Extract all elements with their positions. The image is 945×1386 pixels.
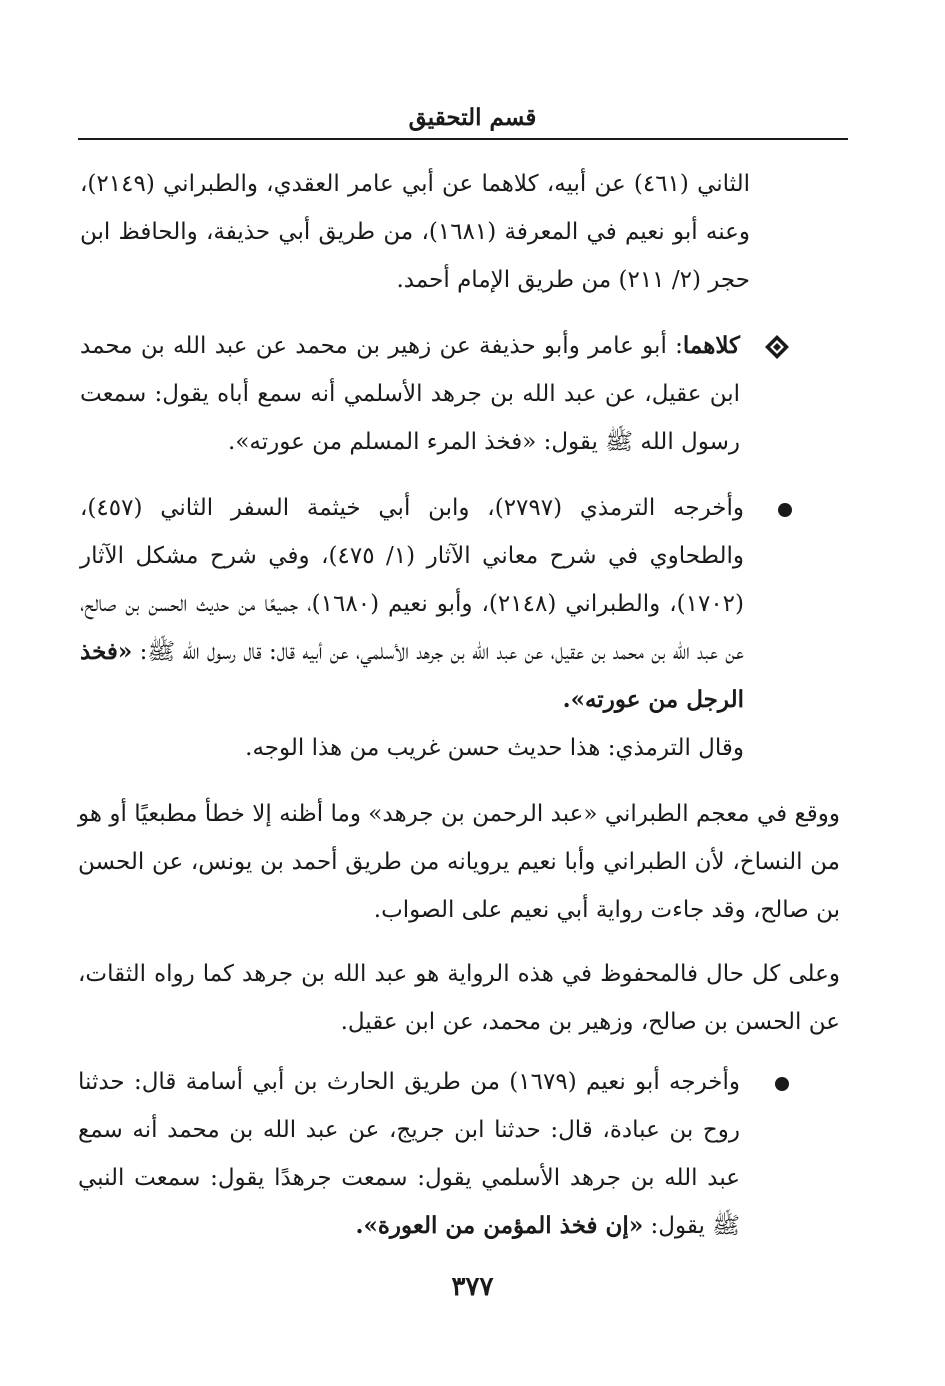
paragraph-text-tirmidhi-note: وقال الترمذي: هذا حديث حسن غريب من هذا الوجه. bbox=[245, 735, 744, 761]
paragraph-text: وأخرجه أبو نعيم (١٦٧٩) من طريق الحارث بن أبي أسامة قال: حدثنا روح بن عبادة، قال: حدثنا ابن جريج، عن عبد الله بن محمد أنه سمع عبد الله بن جرهد الأسلمي يقول: سمعت جرهدًا يقول: سمعت النبي ﷺ يقول: bbox=[78, 1069, 740, 1239]
paragraph-abu-nuaym bbox=[78, 1058, 740, 1250]
hadith-quote: «إن فخذ المؤمن من العورة». bbox=[355, 1212, 644, 1239]
paragraph-text: ووقع في معجم الطبراني «عبد الرحمن بن جرهد» وما أظنه إلا خطأ مطبعيًا أو هو من النساخ، لأن الطبراني وأبا نعيم يرويانه من طريق أحمد بن يونس، عن الحسن بن صالح، وقد جاءت رواية أبي نعيم على الصواب. bbox=[78, 801, 840, 923]
hadith-quote: «فخذ الرجل من عورته». bbox=[80, 638, 744, 713]
paragraph-narrators bbox=[80, 322, 740, 466]
diamond-bullet-icon bbox=[764, 334, 790, 360]
round-bullet-icon bbox=[778, 503, 792, 517]
round-bullet-icon bbox=[775, 1077, 789, 1091]
paragraph-tirmidhi bbox=[80, 484, 744, 772]
header-divider bbox=[78, 138, 848, 140]
paragraph-continuation bbox=[80, 160, 750, 304]
paragraph-conclusion bbox=[78, 950, 840, 1046]
paragraph-text: : أبو عامر وأبو حذيفة عن زهير بن محمد عن عبد الله بن محمد ابن عقيل، عن عبد الله بن جرهد الأسلمي أنه سمع أباه يقول: سمعت رسول الله ﷺ يقول: «فخذ المرء المسلم من عورته». bbox=[80, 333, 740, 455]
paragraph-tabarani-note bbox=[78, 790, 840, 934]
paragraph-text: وأخرجه الترمذي (٢٧٩٧)، وابن أبي خيثمة السفر الثاني (٤٥٧)، والطحاوي في شرح معاني الآثار (١/ ٤٧٥)، وفي شرح مشكل الآثار (١٧٠٢)، والطبراني (٢١٤٨)، وأبو نعيم (١٦٨٠)، جميعًا من حديث الحسن بن صالح، عن عبد الله بن محمد بن عقيل، عن عبد الله بن جرهد الأسلمي، عن أبيه قال: قال رسول الله ﷺ: bbox=[80, 495, 745, 665]
paragraph-text: الثاني (٤٦١) عن أبيه، كلاهما عن أبي عامر العقدي، والطبراني (٢١٤٩)، وعنه أبو نعيم في المعرفة (١٦٨١)، من طريق أبي حذيفة، والحافظ ابن حجر (٢/ ٢١١) من طريق الإمام أحمد. bbox=[80, 171, 750, 293]
running-header-title: قسم التحقيق bbox=[408, 104, 537, 131]
page-number: ٣٧٧ bbox=[451, 1272, 494, 1302]
paragraph-lead-word: كلاهما bbox=[682, 332, 740, 359]
paragraph-text: وعلى كل حال فالمحفوظ في هذه الرواية هو عبد الله بن جرهد كما رواه الثقات، عن الحسن بن صالح، وزهير بن محمد، عن ابن عقيل. bbox=[78, 961, 840, 1035]
